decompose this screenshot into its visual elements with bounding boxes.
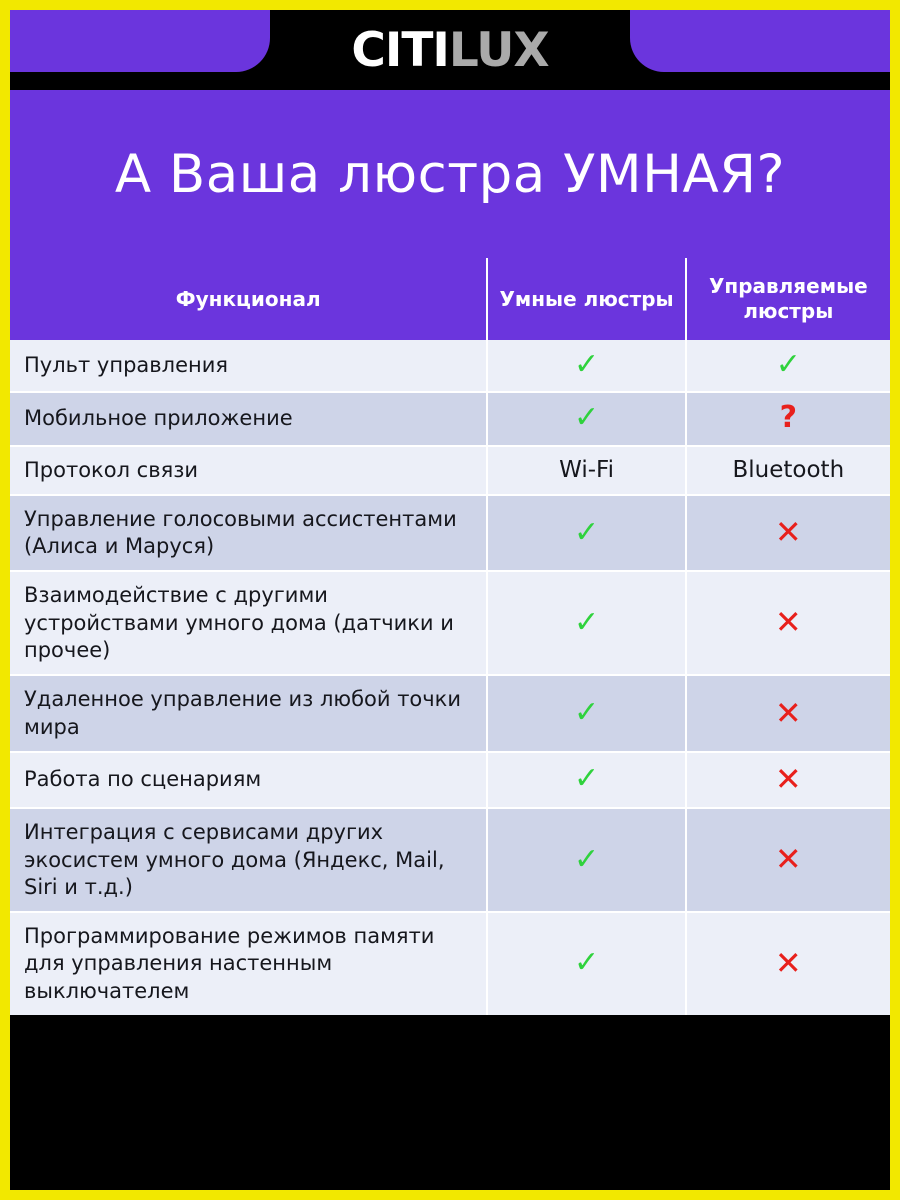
question-icon: ? bbox=[779, 400, 798, 436]
controlled-value-cell bbox=[686, 392, 890, 445]
feature-name-cell: Программирование режимов памяти для управления настенным выключателем bbox=[10, 912, 487, 1015]
feature-name-cell: Пульт управления bbox=[10, 340, 487, 392]
poster-body bbox=[10, 10, 890, 1190]
brand-header bbox=[10, 10, 890, 90]
feature-name-cell: Интеграция с сервисами других экосистем умного дома (Яндекс, Mail, Siri и т.д.) bbox=[10, 808, 487, 912]
cross-icon: ✕ bbox=[774, 603, 802, 642]
column-header-smart: Умные люстры bbox=[487, 258, 685, 340]
table-row bbox=[10, 495, 890, 572]
smart-value-cell bbox=[487, 675, 685, 752]
text-icon: Bluetooth bbox=[732, 456, 845, 483]
controlled-value-cell bbox=[686, 675, 890, 752]
cross-icon: ✕ bbox=[774, 943, 802, 982]
smart-value-cell bbox=[487, 446, 685, 495]
text-icon: Wi-Fi bbox=[559, 456, 614, 483]
table-header-row bbox=[10, 258, 890, 340]
table-row bbox=[10, 808, 890, 912]
smart-value-cell bbox=[487, 571, 685, 675]
smart-value-cell bbox=[487, 340, 685, 392]
table-row bbox=[10, 340, 890, 392]
check-icon: ✓ bbox=[775, 347, 801, 382]
smart-value-cell bbox=[487, 495, 685, 572]
check-icon: ✓ bbox=[573, 695, 600, 731]
cross-icon: ✕ bbox=[774, 513, 802, 552]
smart-value-cell bbox=[487, 392, 685, 445]
check-icon: ✓ bbox=[573, 841, 600, 877]
comparison-table bbox=[10, 258, 890, 1015]
table-body bbox=[10, 340, 890, 1015]
column-header-feature: Функционал bbox=[10, 258, 487, 340]
check-icon: ✓ bbox=[573, 761, 600, 797]
smart-value-cell bbox=[487, 752, 685, 808]
table-row bbox=[10, 912, 890, 1015]
headline-banner bbox=[10, 90, 890, 258]
controlled-value-cell bbox=[686, 495, 890, 572]
controlled-value-cell bbox=[686, 446, 890, 495]
controlled-value-cell bbox=[686, 808, 890, 912]
brand-logo-secondary: LUX bbox=[448, 22, 549, 78]
brand-logo bbox=[351, 22, 549, 78]
brand-logo-primary: CITI bbox=[351, 22, 449, 78]
feature-name-cell: Взаимодействие с другими устройствами умного дома (датчики и прочее) bbox=[10, 571, 487, 675]
feature-name-cell: Управление голосовыми ассистентами (Алиса и Маруся) bbox=[10, 495, 487, 572]
table-row bbox=[10, 571, 890, 675]
controlled-value-cell bbox=[686, 752, 890, 808]
check-icon: ✓ bbox=[573, 514, 600, 550]
cross-icon: ✕ bbox=[774, 693, 802, 732]
check-icon: ✓ bbox=[573, 347, 600, 382]
smart-value-cell bbox=[487, 912, 685, 1015]
column-header-controlled: Управляемые люстры bbox=[686, 258, 890, 340]
cross-icon: ✕ bbox=[774, 759, 802, 798]
check-icon: ✓ bbox=[573, 945, 600, 981]
cross-icon: ✕ bbox=[774, 840, 802, 879]
feature-name-cell: Работа по сценариям bbox=[10, 752, 487, 808]
smart-value-cell bbox=[487, 808, 685, 912]
feature-name-cell: Мобильное приложение bbox=[10, 392, 487, 445]
controlled-value-cell bbox=[686, 340, 890, 392]
feature-name-cell: Протокол связи bbox=[10, 446, 487, 495]
table-row bbox=[10, 446, 890, 495]
check-icon: ✓ bbox=[573, 400, 600, 436]
controlled-value-cell bbox=[686, 571, 890, 675]
header-notch-right bbox=[630, 10, 890, 72]
page-title: А Ваша люстра УМНАЯ? bbox=[114, 143, 786, 205]
table-row bbox=[10, 392, 890, 445]
table-row bbox=[10, 675, 890, 752]
controlled-value-cell bbox=[686, 912, 890, 1015]
feature-name-cell: Удаленное управление из любой точки мира bbox=[10, 675, 487, 752]
check-icon: ✓ bbox=[573, 604, 600, 640]
header-notch-left bbox=[10, 10, 270, 72]
table-row bbox=[10, 752, 890, 808]
